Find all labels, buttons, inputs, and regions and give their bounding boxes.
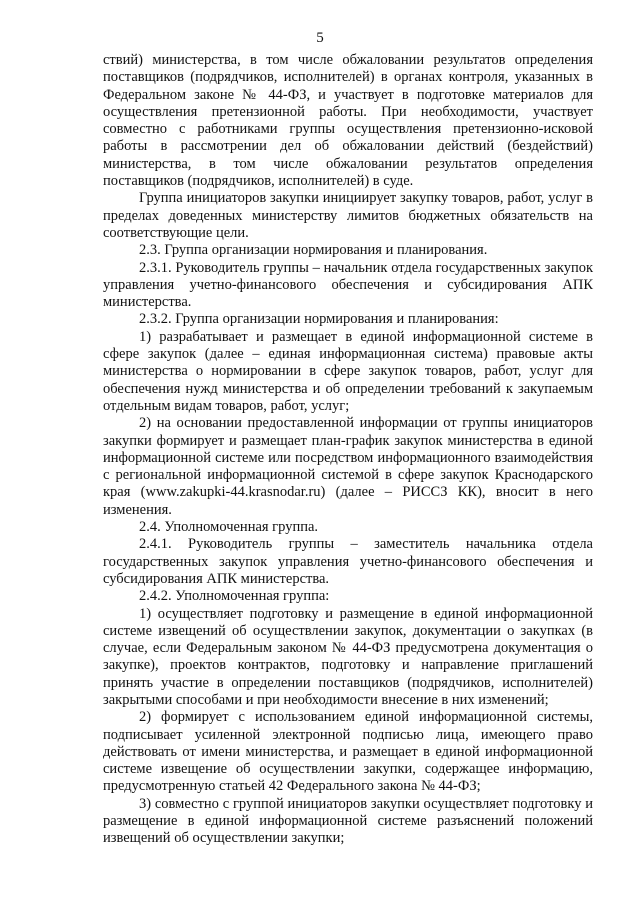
list-item: 1) осуществляет подготовку и размещение в единой информационной системе извещений об осуществлении закупок, документации о закупках (в случае, если Федеральным законом № 44-ФЗ предусмотрена документация о закупке), проектов контрактов, подготовку и направление приглашений принять участие в определении поставщиков (подрядчиков, исполнителей) закрытыми способами и при необходимости внесение в них изменений; xyxy=(103,605,593,708)
list-item: 1) разрабатывает и размещает в единой информационной системе в сфере закупок (далее – единая информационная система) правовые акты министерства о нормировании в сфере закупок товаров, работ, услуг для обеспечения нужд министерства и об определении требований к закупаемым отдельным видам товаров, работ, услуг; xyxy=(103,328,593,414)
paragraph: Группа инициаторов закупки инициирует закупку товаров, работ, услуг в пределах доведенных министерству лимитов бюджетных обязательств на соответствующие цели. xyxy=(103,190,593,241)
page-number: 5 xyxy=(316,30,324,46)
section-heading: 2.3. Группа организации нормирования и планирования. xyxy=(139,242,488,259)
list-item: 3) совместно с группой инициаторов закупки осуществляет подготовку и размещение в единой информационной системе разъяснений положений извещений об осуществлении закупки; xyxy=(103,795,593,847)
list-item: 2) формирует с использованием единой информационной системы, подписывает усиленной электронной подписью лица, имеющего право действовать от имени министерства, и размещает в единой информационной системе извещение об осуществлении закупки, содержащее информацию, предусмотренную статьей 42 Федерального закона № 44-ФЗ; xyxy=(103,709,593,795)
document-body xyxy=(103,52,593,848)
list-item: 2) на основании предоставленной информации от группы инициаторов закупки формирует и размещает план-график закупок министерства в единой информационной системе или посредством информационного взаимодействия с региональной информационной системой в сфере закупок Краснодарского края (www.zakupki-44.krasnodar.ru) (далее – РИССЗ КК), вносит в него изменения. xyxy=(103,415,593,518)
paragraph: 2.4.2. Уполномоченная группа: xyxy=(139,588,330,605)
section-heading: 2.4. Уполномоченная группа. xyxy=(139,519,319,536)
paragraph: 2.4.1. Руководитель группы – заместитель начальника отдела государственных закупок управления учетно-финансового обеспечения и субсидирования АПК министерства. xyxy=(103,536,593,587)
paragraph: ствий) министерства, в том числе обжаловании результатов определения поставщиков (подрядчиков, исполнителей) в органах контроля, указанных в Федеральном законе № 44-ФЗ, и участвует в подготовке материалов для осуществления претензионной работы. При необходимости, участвует совместно с работниками группы осуществления претензионно-исковой работы в рассмотрении дел об обжаловании действий (бездействий) министерства, в том числе обжаловании результатов определения поставщиков (подрядчиков, исполнителей) в суде. xyxy=(103,52,593,190)
paragraph: 2.3.1. Руководитель группы – начальник отдела государственных закупок управления учетно-финансового обеспечения и субсидирования АПК министерства. xyxy=(103,259,593,311)
paragraph: 2.3.2. Группа организации нормирования и планирования: xyxy=(139,311,499,328)
